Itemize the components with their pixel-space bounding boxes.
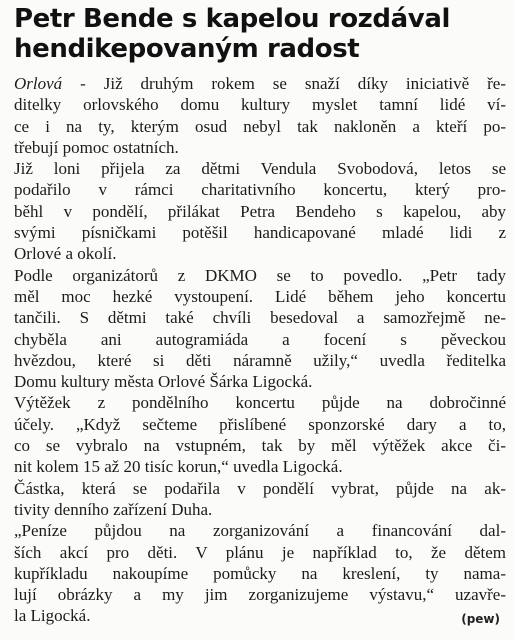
- body-line: účely. „Když sečteme přislíbené sponzorské dary a to,: [14, 414, 506, 434]
- body-line: Výtěžek z pondělního koncertu půjde na dobročinné: [14, 393, 506, 413]
- body-line: Orlová - Již druhým rokem se snaží díky iniciativě ře-: [14, 74, 506, 93]
- body-line: la Ligocká.: [14, 606, 91, 626]
- body-line: ších akcí pro děti. V plánu je například to, že dětem: [14, 542, 506, 562]
- body-line: podařilo v rámci charitativního koncertu, který pro-: [14, 180, 506, 200]
- body-line: nit kolem 15 až 20 tisíc korun,“ uvedla Ligocká.: [14, 457, 343, 477]
- body-line: Částka, která se podařila v pondělí vybrat, půjde na ak-: [14, 478, 506, 498]
- body-line: kupříkladu nakoupíme pomůcky na kreslení, ty nama-: [14, 563, 506, 583]
- headline-line: hendikepovaným radost: [14, 34, 360, 64]
- article-body: [14, 73, 506, 627]
- body-line: tančili. S dětmi také chvíli besedoval a samozřejmě ne-: [14, 308, 506, 328]
- body-line: svými písničkami potěšil handicapované mladé lidi z: [14, 223, 506, 243]
- body-line: lují obrázky a my jim zorganizujeme výstavu,“ uzavře-: [14, 585, 506, 605]
- author-byline: (pew): [461, 612, 500, 626]
- dateline: Orlová: [14, 74, 63, 93]
- body-line: Podle organizátorů z DKMO se to povedlo. „Petr tady: [14, 265, 506, 285]
- body-line: měl moc hezké vystoupení. Lidé během jeho koncertu: [14, 286, 506, 306]
- body-line: ditelky orlovského domu kultury myslet tamní lidé ví-: [14, 95, 506, 115]
- body-line: ce i na ty, kterým osud nebyl tak nakloněn a kteří po-: [14, 116, 506, 136]
- body-line: Orlové a okolí.: [14, 244, 117, 264]
- body-line: hvězdou, které si děti náramně užily,“ uvedla ředitelka: [14, 350, 506, 370]
- body-line: chyběla ani autogramiáda a focení s pěveckou: [14, 329, 506, 349]
- body-line: třebují pomoc ostatních.: [14, 137, 179, 157]
- body-line: běhl v pondělí, přilákat Petra Bendeho s kapelou, aby: [14, 201, 506, 221]
- body-line: Domu kultury města Orlové Šárka Ligocká.: [14, 372, 313, 392]
- article-headline: [14, 4, 506, 64]
- body-line: „Peníze půjdou na zorganizování a financování dal-: [14, 521, 506, 541]
- headline-line: Petr Bende s kapelou rozdával: [14, 4, 450, 34]
- body-line: tivity denního zařízení Duha.: [14, 499, 213, 519]
- body-line: co se vybralo na vstupném, tak by měl výtěžek akce či-: [14, 436, 506, 456]
- body-line: Již loni přijela za dětmi Vendula Svobodová, letos se: [14, 159, 506, 179]
